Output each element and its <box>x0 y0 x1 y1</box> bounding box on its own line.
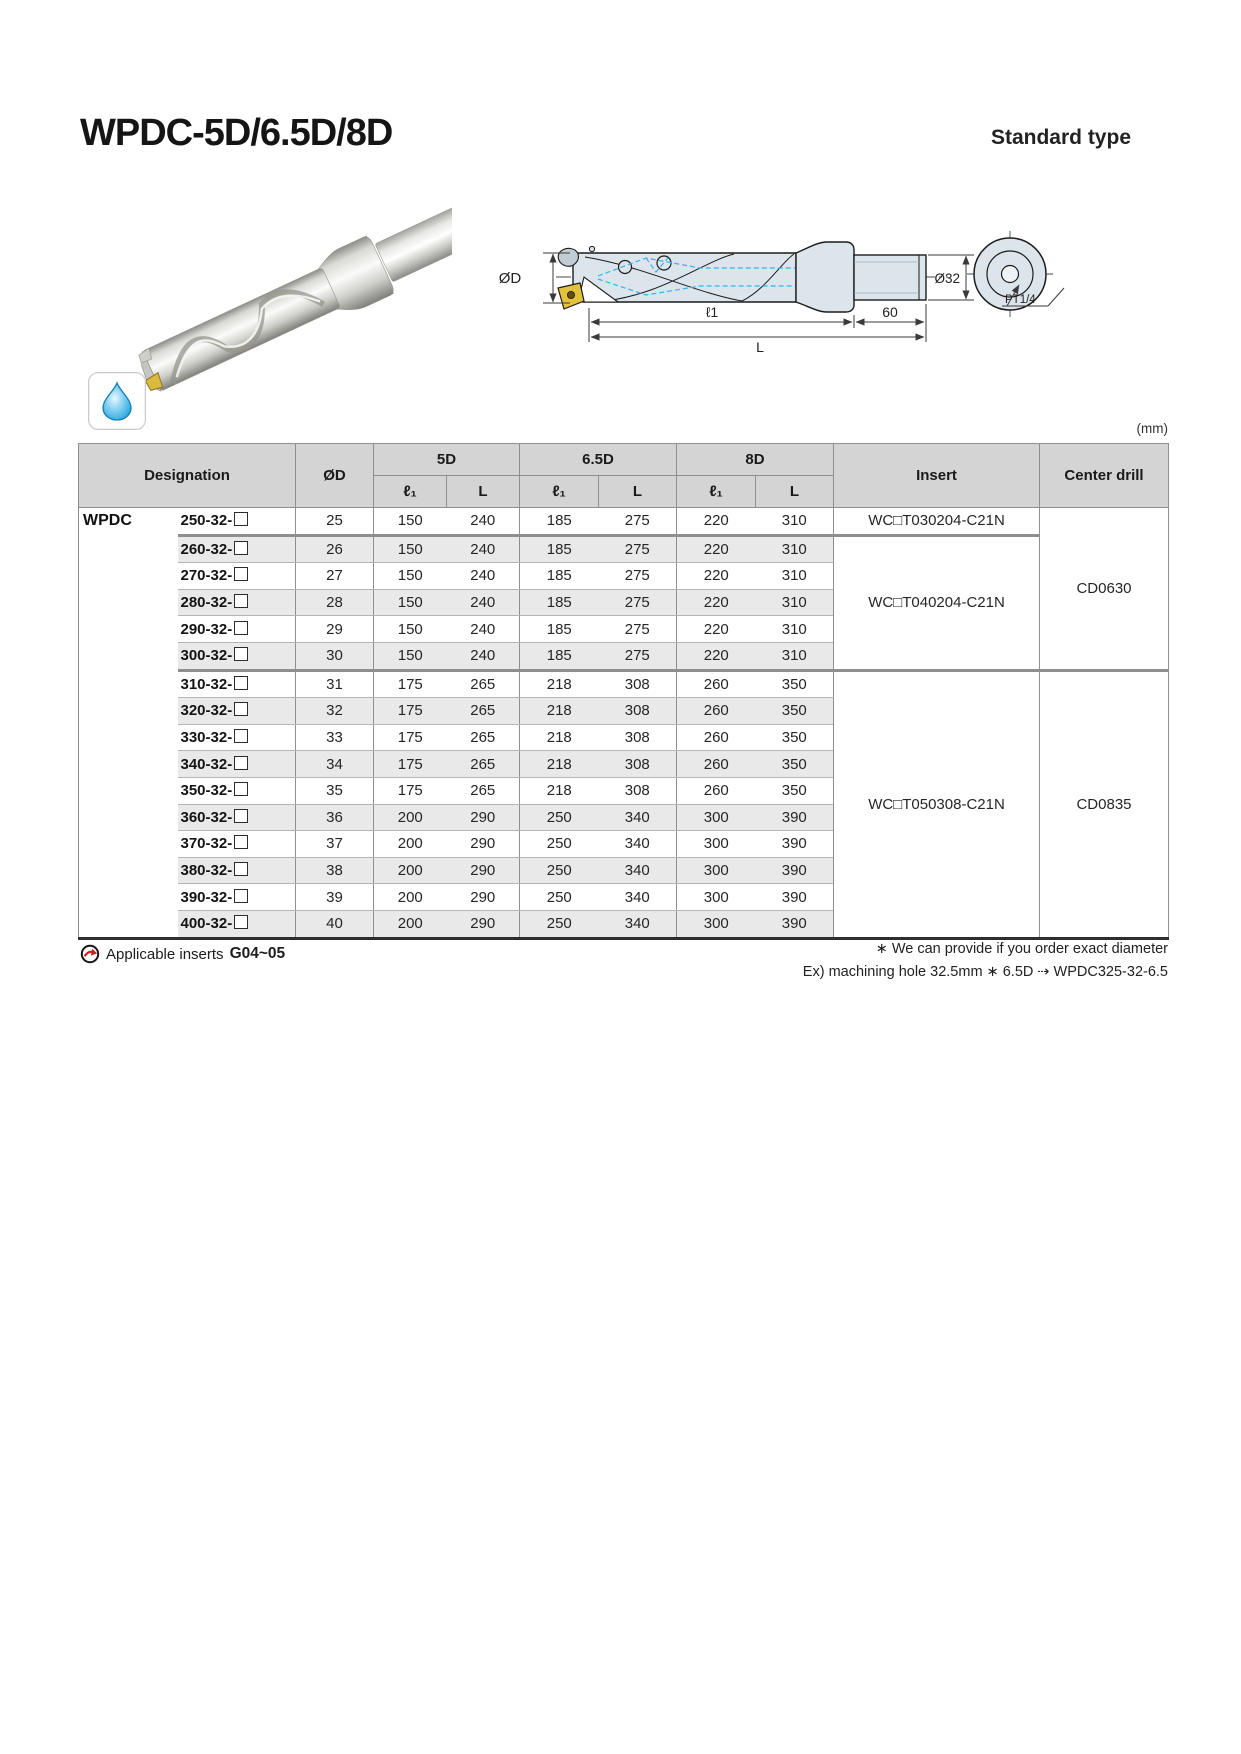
applicable-inserts-note <box>80 944 285 964</box>
center-drill-cell: CD0630 <box>1040 508 1169 671</box>
od-cell: 35 <box>296 777 374 804</box>
end-view <box>967 231 1064 317</box>
length-cell: 290 <box>447 804 520 831</box>
length-cell: 275 <box>599 535 677 563</box>
length-cell: 240 <box>447 589 520 616</box>
size-placeholder-box <box>234 915 248 929</box>
l1-cell: 200 <box>374 831 447 858</box>
designation-cell: 310-32- <box>178 670 296 698</box>
designation-cell: 290-32- <box>178 616 296 643</box>
center-drill-cell: CD0835 <box>1040 670 1169 938</box>
size-placeholder-box <box>234 835 248 849</box>
header-group-8d: 8D <box>677 444 834 476</box>
size-placeholder-box <box>234 647 248 661</box>
designation-cell: 340-32- <box>178 751 296 778</box>
header-designation: Designation <box>79 444 296 508</box>
table-row <box>79 670 1169 698</box>
l1-cell: 220 <box>677 589 756 616</box>
header-l1: ℓ₁ <box>374 476 447 508</box>
od-cell: 34 <box>296 751 374 778</box>
shank-length-label: 60 <box>882 304 898 320</box>
l1-cell: 218 <box>520 670 599 698</box>
length-cell: 265 <box>447 698 520 725</box>
drill-body-photo <box>129 197 452 395</box>
header-center-drill: Center drill <box>1040 444 1169 508</box>
length-cell: 240 <box>447 563 520 590</box>
size-placeholder-box <box>234 729 248 743</box>
length-cell: 308 <box>599 751 677 778</box>
l1-cell: 250 <box>520 857 599 884</box>
header-L: L <box>756 476 834 508</box>
l1-cell: 300 <box>677 831 756 858</box>
length-cell: 240 <box>447 508 520 536</box>
length-cell: 290 <box>447 857 520 884</box>
length-cell: 240 <box>447 535 520 563</box>
l1-cell: 200 <box>374 857 447 884</box>
applicable-inserts-ref: G04~05 <box>229 945 286 962</box>
length-cell: 240 <box>447 642 520 670</box>
length-cell: 390 <box>756 857 834 884</box>
length-cell: 308 <box>599 670 677 698</box>
length-cell: 275 <box>599 508 677 536</box>
od-cell: 32 <box>296 698 374 725</box>
l1-cell: 250 <box>520 804 599 831</box>
clamp-flange <box>796 242 854 312</box>
header-L: L <box>599 476 677 508</box>
length-cell: 275 <box>599 642 677 670</box>
od-cell: 31 <box>296 670 374 698</box>
length-cell: 390 <box>756 804 834 831</box>
diameter-label: ØD <box>498 270 522 287</box>
l1-cell: 218 <box>520 751 599 778</box>
l1-cell: 250 <box>520 910 599 938</box>
l1-cell: 260 <box>677 777 756 804</box>
footer-note-diameter: ∗ We can provide if you order exact diameter <box>875 941 1168 957</box>
l1-cell: 185 <box>520 589 599 616</box>
l1-cell: 200 <box>374 804 447 831</box>
header-L: L <box>447 476 520 508</box>
designation-cell: 330-32- <box>178 724 296 751</box>
spec-table <box>78 443 1169 940</box>
length-cell: 265 <box>447 670 520 698</box>
length-cell: 340 <box>599 804 677 831</box>
l1-cell: 185 <box>520 535 599 563</box>
l1-cell: 218 <box>520 724 599 751</box>
page-title: WPDC-5D/6.5D/8D <box>80 112 393 154</box>
table-row <box>79 535 1169 563</box>
l1-cell: 220 <box>677 616 756 643</box>
length-cell: 290 <box>447 884 520 911</box>
insert-cell: WC□T050308-C21N <box>834 670 1040 938</box>
insert-cell: WC□T030204-C21N <box>834 508 1040 536</box>
od-cell: 38 <box>296 857 374 884</box>
length-cell: 340 <box>599 857 677 884</box>
size-placeholder-box <box>234 512 248 526</box>
designation-cell: 250-32- <box>178 508 296 536</box>
size-placeholder-box <box>234 782 248 796</box>
length-cell: 265 <box>447 724 520 751</box>
size-placeholder-box <box>234 756 248 770</box>
header-l1: ℓ₁ <box>677 476 756 508</box>
length-cell: 350 <box>756 751 834 778</box>
length-cell: 390 <box>756 910 834 938</box>
length-cell: 275 <box>599 563 677 590</box>
od-cell: 39 <box>296 884 374 911</box>
size-placeholder-box <box>234 567 248 581</box>
od-cell: 37 <box>296 831 374 858</box>
l1-cell: 300 <box>677 910 756 938</box>
designation-cell: 350-32- <box>178 777 296 804</box>
l1-cell: 218 <box>520 698 599 725</box>
length-cell: 310 <box>756 563 834 590</box>
applicable-inserts-label: Applicable inserts <box>106 945 224 963</box>
flute-length-label: ℓ1 <box>705 304 719 320</box>
water-drop-icon <box>100 381 134 421</box>
length-cell: 390 <box>756 884 834 911</box>
footer-note-example: Ex) machining hole 32.5mm ∗ 6.5D ⇢ WPDC325-32-6.5 <box>802 964 1168 981</box>
length-dimensions <box>589 304 926 342</box>
l1-cell: 175 <box>374 777 447 804</box>
size-placeholder-box <box>234 676 248 690</box>
l1-cell: 185 <box>520 508 599 536</box>
length-cell: 350 <box>756 724 834 751</box>
length-cell: 308 <box>599 724 677 751</box>
l1-cell: 150 <box>374 589 447 616</box>
technical-drawing <box>470 180 1070 355</box>
length-cell: 290 <box>447 831 520 858</box>
length-cell: 340 <box>599 831 677 858</box>
length-cell: 275 <box>599 616 677 643</box>
od-cell: 33 <box>296 724 374 751</box>
od-cell: 36 <box>296 804 374 831</box>
designation-cell: 280-32- <box>178 589 296 616</box>
l1-cell: 150 <box>374 642 447 670</box>
length-cell: 310 <box>756 589 834 616</box>
length-cell: 350 <box>756 698 834 725</box>
length-cell: 310 <box>756 616 834 643</box>
overall-length-label: L <box>756 339 764 355</box>
l1-cell: 185 <box>520 563 599 590</box>
l1-cell: 220 <box>677 642 756 670</box>
od-cell: 30 <box>296 642 374 670</box>
header-diameter: ØD <box>296 444 374 508</box>
coolant-hole-icon <box>657 256 671 270</box>
l1-cell: 260 <box>677 698 756 725</box>
spec-table-header <box>79 444 1169 508</box>
od-cell: 28 <box>296 589 374 616</box>
unit-label: (mm) <box>1136 421 1168 436</box>
type-label: Standard type <box>990 126 1131 149</box>
l1-cell: 250 <box>520 884 599 911</box>
l1-cell: 200 <box>374 884 447 911</box>
footer-notes <box>478 938 1168 985</box>
shank-diameter-label: Ø32 <box>934 271 960 286</box>
l1-cell: 175 <box>374 724 447 751</box>
size-placeholder-box <box>234 541 248 555</box>
l1-cell: 218 <box>520 777 599 804</box>
l1-cell: 175 <box>374 698 447 725</box>
length-cell: 350 <box>756 670 834 698</box>
size-placeholder-box <box>234 809 248 823</box>
l1-cell: 250 <box>520 831 599 858</box>
length-cell: 390 <box>756 831 834 858</box>
designation-cell: 400-32- <box>178 910 296 938</box>
length-cell: 310 <box>756 642 834 670</box>
od-cell: 26 <box>296 535 374 563</box>
length-cell: 308 <box>599 777 677 804</box>
size-placeholder-box <box>234 594 248 608</box>
clamp-screw <box>558 248 578 266</box>
length-cell: 240 <box>447 616 520 643</box>
designation-cell: 390-32- <box>178 884 296 911</box>
l1-cell: 200 <box>374 910 447 938</box>
designation-cell: 380-32- <box>178 857 296 884</box>
spec-table-body <box>79 508 1169 939</box>
length-cell: 350 <box>756 777 834 804</box>
l1-cell: 220 <box>677 508 756 536</box>
l1-cell: 260 <box>677 724 756 751</box>
l1-cell: 150 <box>374 535 447 563</box>
designation-cell: 300-32- <box>178 642 296 670</box>
l1-cell: 300 <box>677 804 756 831</box>
l1-cell: 185 <box>520 616 599 643</box>
thread-label: PT1/4 <box>1005 294 1036 306</box>
l1-cell: 150 <box>374 616 447 643</box>
brand-cell: WPDC <box>79 508 178 939</box>
designation-cell: 370-32- <box>178 831 296 858</box>
header-group-6-5d: 6.5D <box>520 444 677 476</box>
od-cell: 29 <box>296 616 374 643</box>
drill-photo <box>112 170 452 395</box>
circled-arrow-icon <box>80 944 100 964</box>
size-placeholder-box <box>234 621 248 635</box>
length-cell: 265 <box>447 777 520 804</box>
od-cell: 40 <box>296 910 374 938</box>
length-cell: 290 <box>447 910 520 938</box>
l1-cell: 150 <box>374 563 447 590</box>
l1-cell: 175 <box>374 670 447 698</box>
length-cell: 340 <box>599 910 677 938</box>
l1-cell: 220 <box>677 563 756 590</box>
length-cell: 275 <box>599 589 677 616</box>
size-placeholder-box <box>234 702 248 716</box>
l1-cell: 300 <box>677 884 756 911</box>
table-row <box>79 508 1169 536</box>
length-cell: 310 <box>756 508 834 536</box>
length-cell: 340 <box>599 884 677 911</box>
od-cell: 27 <box>296 563 374 590</box>
od-cell: 25 <box>296 508 374 536</box>
header-group-5d: 5D <box>374 444 520 476</box>
size-placeholder-box <box>234 862 248 876</box>
length-cell: 308 <box>599 698 677 725</box>
l1-cell: 185 <box>520 642 599 670</box>
l1-cell: 300 <box>677 857 756 884</box>
l1-cell: 260 <box>677 670 756 698</box>
l1-cell: 260 <box>677 751 756 778</box>
header-insert: Insert <box>834 444 1040 508</box>
size-placeholder-box <box>234 889 248 903</box>
length-cell: 310 <box>756 535 834 563</box>
header-l1: ℓ₁ <box>520 476 599 508</box>
length-cell: 265 <box>447 751 520 778</box>
designation-cell: 360-32- <box>178 804 296 831</box>
designation-cell: 270-32- <box>178 563 296 590</box>
l1-cell: 175 <box>374 751 447 778</box>
l1-cell: 150 <box>374 508 447 536</box>
designation-cell: 320-32- <box>178 698 296 725</box>
insert-cell: WC□T040204-C21N <box>834 535 1040 670</box>
designation-cell: 260-32- <box>178 535 296 563</box>
l1-cell: 220 <box>677 535 756 563</box>
